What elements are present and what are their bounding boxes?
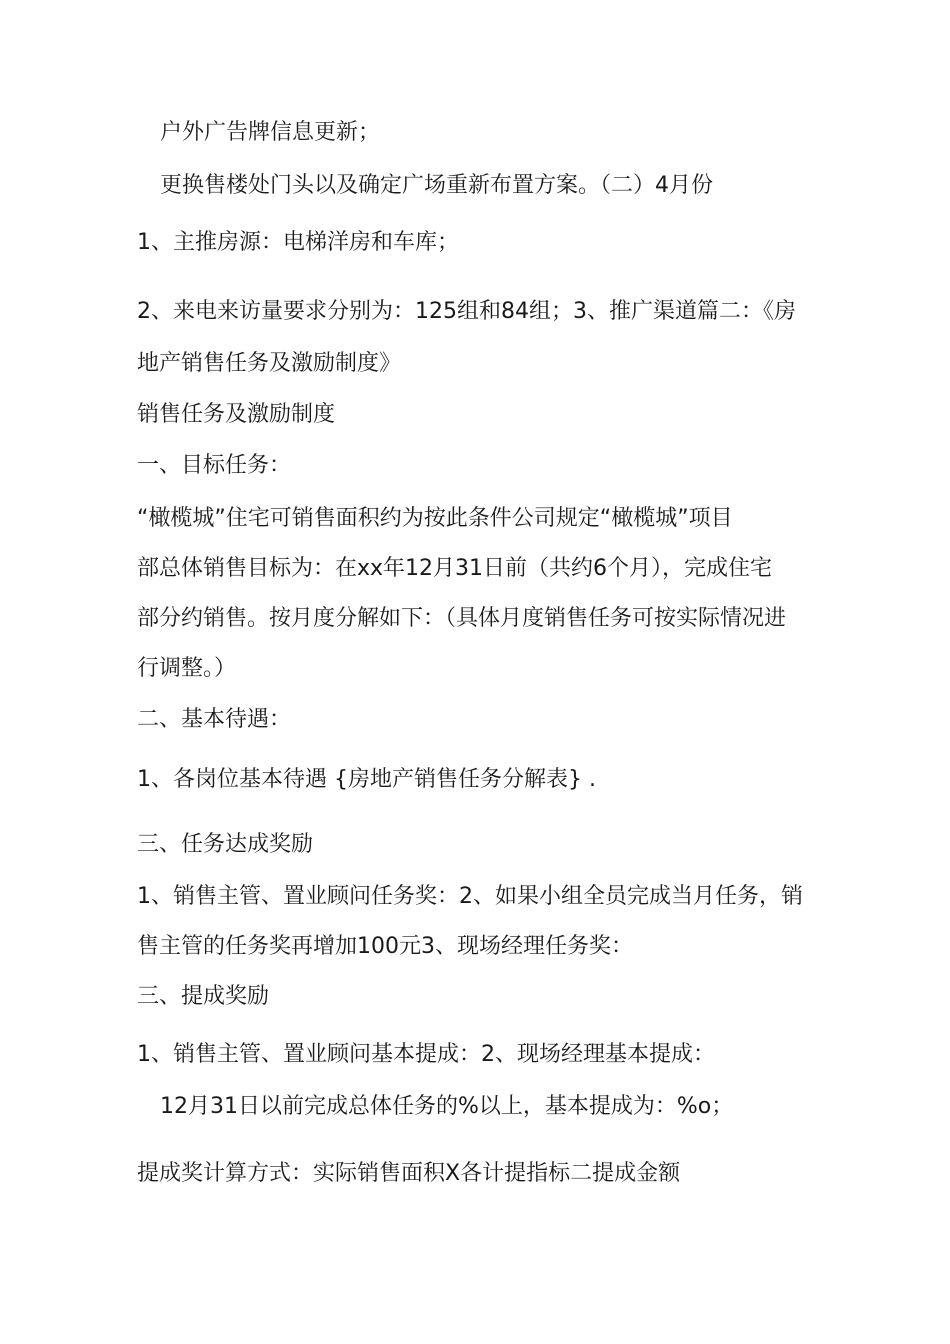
text-line: 更换售楼处门头以及确定广场重新布置方案。（二）4月份 [160,173,713,198]
text-line: 部总体销售目标为：在xx年12月31日前（共约6个月），完成住宅 [137,556,773,581]
text-line: 行调整。） [137,656,237,681]
text-line: 1、各岗位基本待遇 {房地产销售任务分解表} . [137,767,596,792]
text-line: 1、销售主管、置业顾问基本提成：2、现场经理基本提成： [137,1042,715,1067]
text-line: 提成奖计算方式：实际销售面积X各计提指标二提成金额 [137,1161,681,1186]
text-line: 1、主推房源：电梯洋房和车库； [137,230,459,255]
heading: 三、提成奖励 [137,984,270,1009]
heading: 一、目标任务： [137,453,292,478]
text-line: 地产销售任务及激励制度》 [137,351,402,376]
text-line: “橄榄城”住宅可销售面积约为按此条件公司规定“橄榄城”项目 [137,506,733,531]
text-line: 2、来电来访量要求分别为：125组和84组；3、推广渠道篇二：《房 [137,299,796,324]
text-line: 部分约销售。按月度分解如下：（具体月度销售任务可按实际情况进 [137,606,787,631]
text-line: 12月31日以前完成总体任务的%以上，基本提成为：%o； [160,1094,734,1119]
text-line: 售主管的任务奖再增加100元3、现场经理任务奖： [137,934,633,959]
text-line: 1、销售主管、置业顾问任务奖：2、如果小组全员完成当月任务，销 [137,884,803,909]
section-title: 销售任务及激励制度 [137,402,336,427]
heading: 二、基本待遇： [137,707,292,732]
heading: 三、任务达成奖励 [137,832,314,857]
text-line: 户外广告牌信息更新； [160,120,381,145]
